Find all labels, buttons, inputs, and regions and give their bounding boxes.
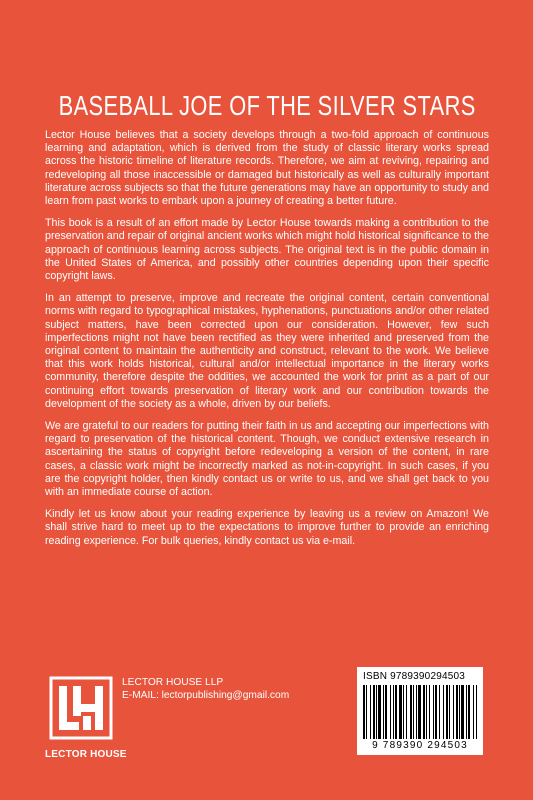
isbn-digits: 9 789390 294503 [372, 740, 468, 751]
book-title: BASEBALL JOE OF THE SILVER STARS [58, 90, 476, 121]
barcode [357, 667, 483, 755]
publisher-name: LECTOR HOUSE LLP [122, 677, 224, 688]
isbn-label: ISBN 9789390294503 [363, 671, 466, 682]
publisher-email: E-MAIL: lectorpublishing@gmail.com [122, 690, 290, 701]
publisher-logo [45, 676, 127, 760]
back-cover-text [45, 129, 489, 557]
barcode-bars-icon [363, 685, 477, 739]
publisher-contact [122, 676, 289, 702]
paragraph-2: This book is a result of an effort made by Lector House towards making a contribution to the preservation and repair of original ancient works which might hold historical significance to the approach of continuous learning across subjects. The original text is in the public domain in the United States of America, and possibly other countries depending upon their specific copyright laws. [45, 217, 489, 283]
paragraph-3: In an attempt to preserve, improve and recreate the original content, certain conventional norms with regard to typographical mistakes, hyphenations, punctuations and/or other related subject matters, have been corrected upon our consideration. However, few such imperfections might not have been rectified as they were inherited and preserved from the original content to maintain the authenticity and construct, relevant to the work. We believe that this work holds historical, cultural and/or intellectual importance in the literary works community, therefore despite the oddities, we accounted the work for print as a part of our continuing effort towards preservation of literary work and our contribution towards the development of the society as a whole, driven by our beliefs. [45, 292, 489, 410]
paragraph-5: Kindly let us know about your reading experience by leaving us a review on Amazon! We shall strive hard to meet up to the expectations to improve further to provide an enriching reading experience. For bulk queries, kindly contact us via e-mail. [45, 508, 489, 547]
paragraph-4: We are grateful to our readers for putting their faith in us and accepting our imperfections with regard to preservation of the historical content. Though, we conduct extensive research in ascertaining the status of copyright before redeveloping a version of the content, in rare cases, a classic work might be incorrectly marked as not-in-copyright. In such cases, if you are the copyright holder, then kindly contact us or write to us, and we shall get back to you with an immediate course of action. [45, 420, 489, 499]
paragraph-1: Lector House believes that a society develops through a two-fold approach of continuous learning and adaptation, which is derived from the study of classic literary works spread across the historic timeline of literature records. Therefore, we aim at reviving, repairing and redeveloping all those inaccessible or damaged but historically as well as culturally important literature across subjects so that the future generations may have an opportunity to study and learn from past works to embark upon a journey of creating a better future. [45, 129, 489, 208]
logo-text: LECTOR HOUSE [45, 749, 127, 760]
lector-house-logo-icon [49, 676, 113, 740]
